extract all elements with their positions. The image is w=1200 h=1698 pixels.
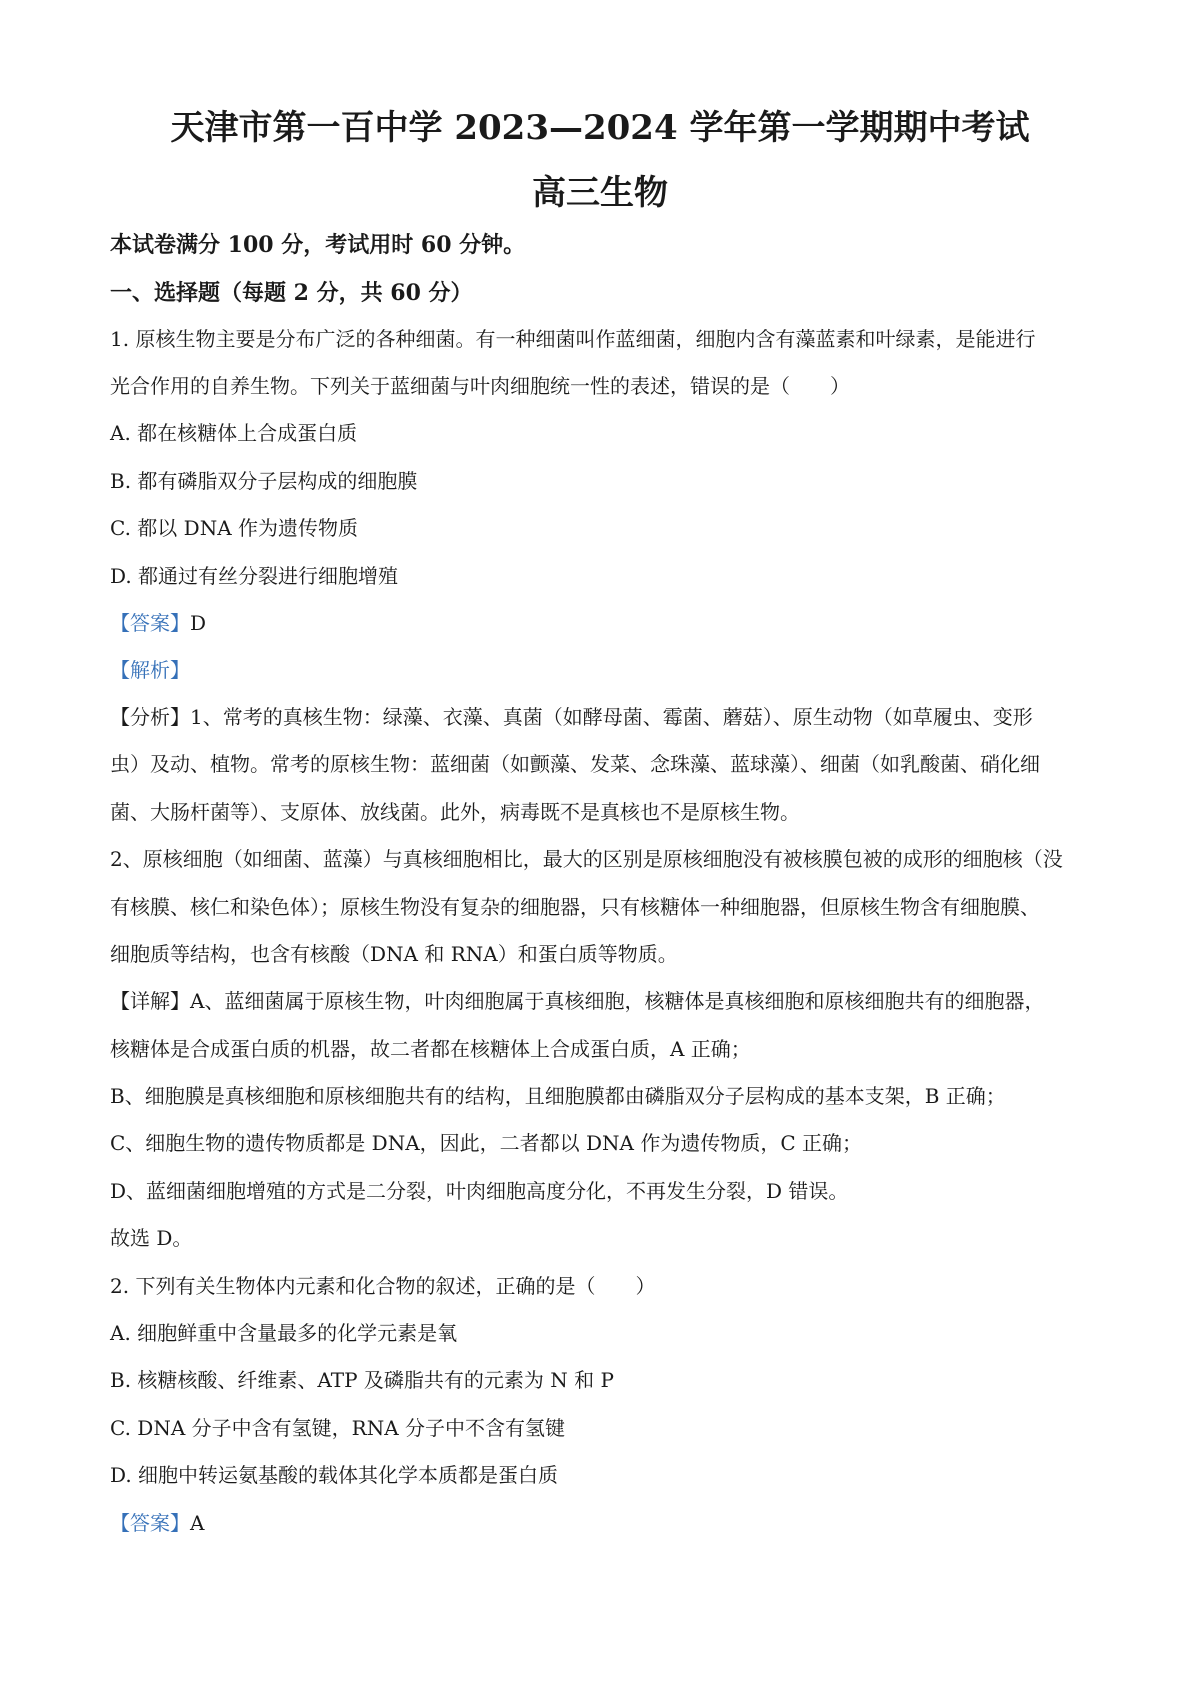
xiangjie-line-3: B、细胞膜是真核细胞和原核细胞共有的结构，且细胞膜都由磷脂双分子层构成的基本支架，B 正确； (110, 1084, 1006, 1108)
exam-title: 天津市第一百中学 2023—2024 学年第一学期期中考试 (170, 108, 1030, 148)
fenxi-line-6: 细胞质等结构，也含有核酸（DNA 和 RNA）和蛋白质等物质。 (110, 942, 678, 966)
fenxi-text-1: 1、常考的真核生物：绿藻、衣藻、真菌（如酵母菌、霉菌、蘑菇）、原生动物（如草履虫、变形 (190, 705, 1033, 729)
q1-analysis-line (110, 655, 1100, 685)
analysis-tag: 【解析】 (110, 658, 190, 682)
xiangjie-text-1: A、蓝细菌属于原核生物，叶肉细胞属于真核细胞，核糖体是真核细胞和原核细胞共有的细胞器， (190, 989, 1045, 1013)
fenxi-line-2: 虫）及动、植物。常考的原核生物：蓝细菌（如颤藻、发菜、念珠藻、蓝球藻）、细菌（如乳酸菌、硝化细 (110, 752, 1040, 776)
q2-option-b: B. 核糖核酸、纤维素、ATP 及磷脂共有的元素为 N 和 P (110, 1368, 614, 1392)
q1-stem-line-1: 1. 原核生物主要是分布广泛的各种细菌。有一种细菌叫作蓝细菌，细胞内含有藻蓝素和叶绿素，是能进行 (110, 327, 1036, 351)
q1-option-c: C. 都以 DNA 作为遗传物质 (110, 516, 358, 540)
q2-option-c: C. DNA 分子中含有氢键，RNA 分子中不含有氢键 (110, 1416, 565, 1440)
q2-stem: 2. 下列有关生物体内元素和化合物的叙述，正确的是（ ） (110, 1274, 656, 1298)
fenxi-line-1 (110, 702, 1100, 732)
fenxi-tag: 【分析】 (110, 705, 190, 729)
exam-intro: 本试卷满分 100 分，考试用时 60 分钟。 (110, 232, 526, 258)
q1-option-b: B. 都有磷脂双分子层构成的细胞膜 (110, 469, 418, 493)
q1-option-d: D. 都通过有丝分裂进行细胞增殖 (110, 564, 399, 588)
section-heading: 一、选择题（每题 2 分，共 60 分） (110, 280, 473, 306)
q1-conclusion: 故选 D。 (110, 1226, 193, 1250)
q1-option-a: A. 都在核糖体上合成蛋白质 (110, 421, 358, 445)
fenxi-line-4: 2、原核细胞（如细菌、蓝藻）与真核细胞相比，最大的区别是原核细胞没有被核膜包被的成形的细胞核（没 (110, 847, 1063, 871)
q1-answer-line (110, 608, 1100, 638)
q2-answer-value: A (190, 1511, 205, 1535)
xiangjie-line-4: C、细胞生物的遗传物质都是 DNA，因此，二者都以 DNA 作为遗传物质，C 正确； (110, 1131, 862, 1155)
xiangjie-line-1 (110, 986, 1100, 1016)
q2-option-d: D. 细胞中转运氨基酸的载体其化学本质都是蛋白质 (110, 1463, 559, 1487)
exam-subject: 高三生物 (532, 173, 668, 213)
fenxi-line-3: 菌、大肠杆菌等）、支原体、放线菌。此外，病毒既不是真核也不是原核生物。 (110, 800, 800, 824)
xiangjie-tag: 【详解】 (110, 989, 190, 1013)
q1-stem-line-2: 光合作用的自养生物。下列关于蓝细菌与叶肉细胞统一性的表述，错误的是（ ） (110, 374, 850, 398)
answer-tag: 【答案】 (110, 1511, 190, 1535)
fenxi-line-5: 有核膜、核仁和染色体）；原核生物没有复杂的细胞器，只有核糖体一种细胞器，但原核生物含有细胞膜、 (110, 895, 1040, 919)
answer-tag: 【答案】 (110, 611, 190, 635)
xiangjie-line-2: 核糖体是合成蛋白质的机器，故二者都在核糖体上合成蛋白质，A 正确； (110, 1037, 751, 1061)
q1-answer-value: D (190, 611, 207, 635)
xiangjie-line-5: D、蓝细菌细胞增殖的方式是二分裂，叶肉细胞高度分化，不再发生分裂，D 错误。 (110, 1179, 849, 1203)
q2-option-a: A. 细胞鲜重中含量最多的化学元素是氧 (110, 1321, 458, 1345)
q2-answer-line (110, 1508, 1100, 1538)
